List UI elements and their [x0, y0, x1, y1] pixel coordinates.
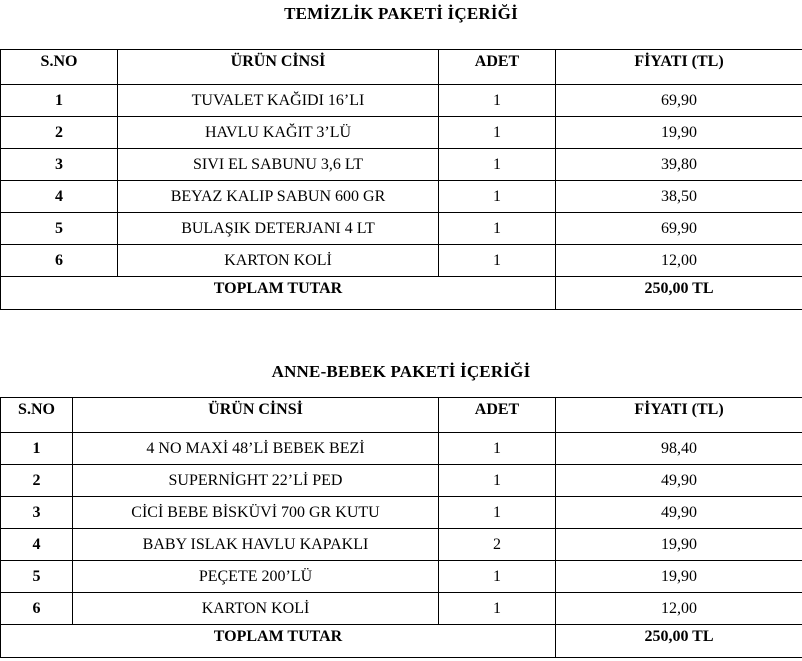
row-product: PEÇETE 200’LÜ [73, 561, 439, 593]
table-row [1, 593, 802, 625]
column-header-sno: S.NO [1, 398, 73, 433]
row-sno: 6 [1, 245, 118, 277]
mother-baby-package-table [0, 397, 802, 658]
row-price: 98,40 [556, 433, 802, 465]
total-row [1, 277, 802, 310]
table-row [1, 465, 802, 497]
table-row [1, 529, 802, 561]
cleaning-package-table [0, 49, 802, 310]
row-product: BABY ISLAK HAVLU KAPAKLI [73, 529, 439, 561]
row-price: 38,50 [556, 181, 802, 213]
row-product: SIVI EL SABUNU 3,6 LT [118, 149, 439, 181]
row-price: 19,90 [556, 117, 802, 149]
row-price: 19,90 [556, 529, 802, 561]
row-qty: 1 [439, 465, 556, 497]
row-price: 39,80 [556, 149, 802, 181]
row-sno: 4 [1, 181, 118, 213]
table-row [1, 245, 802, 277]
row-product: KARTON KOLİ [118, 245, 439, 277]
column-header-product: ÜRÜN CİNSİ [73, 398, 439, 433]
row-sno: 2 [1, 465, 73, 497]
mother-baby-package-title: ANNE-BEBEK PAKETİ İÇERİĞİ [271, 362, 531, 381]
row-sno: 1 [1, 85, 118, 117]
row-sno: 5 [1, 213, 118, 245]
table-row [1, 149, 802, 181]
row-price: 69,90 [556, 85, 802, 117]
row-qty: 1 [439, 181, 556, 213]
row-price: 69,90 [556, 213, 802, 245]
row-sno: 2 [1, 117, 118, 149]
row-qty: 1 [439, 593, 556, 625]
row-qty: 1 [439, 245, 556, 277]
row-qty: 1 [439, 497, 556, 529]
row-qty: 1 [439, 149, 556, 181]
row-qty: 1 [439, 561, 556, 593]
table-row [1, 117, 802, 149]
total-label: TOPLAM TUTAR [1, 625, 556, 658]
row-product: BULAŞIK DETERJANI 4 LT [118, 213, 439, 245]
row-product: 4 NO MAXİ 48’Lİ BEBEK BEZİ [73, 433, 439, 465]
row-sno: 6 [1, 593, 73, 625]
row-qty: 2 [439, 529, 556, 561]
table-row [1, 181, 802, 213]
column-header-product: ÜRÜN CİNSİ [118, 50, 439, 85]
row-product: TUVALET KAĞIDI 16’LI [118, 85, 439, 117]
table-row [1, 85, 802, 117]
row-qty: 1 [439, 85, 556, 117]
row-product: SUPERNİGHT 22’Lİ PED [73, 465, 439, 497]
row-sno: 3 [1, 149, 118, 181]
row-product: BEYAZ KALIP SABUN 600 GR [118, 181, 439, 213]
column-header-qty: ADET [439, 50, 556, 85]
total-label: TOPLAM TUTAR [1, 277, 556, 310]
table-header-row [1, 50, 802, 85]
row-sno: 5 [1, 561, 73, 593]
row-product: CİCİ BEBE BİSKÜVİ 700 GR KUTU [73, 497, 439, 529]
row-sno: 4 [1, 529, 73, 561]
row-sno: 3 [1, 497, 73, 529]
total-value: 250,00 TL [556, 625, 802, 658]
row-qty: 1 [439, 433, 556, 465]
column-header-sno: S.NO [1, 50, 118, 85]
row-qty: 1 [439, 213, 556, 245]
table-header-row [1, 398, 802, 433]
column-header-qty: ADET [439, 398, 556, 433]
cleaning-package-title: TEMİZLİK PAKETİ İÇERİĞİ [284, 4, 518, 23]
row-product: KARTON KOLİ [73, 593, 439, 625]
row-price: 12,00 [556, 593, 802, 625]
row-price: 49,90 [556, 497, 802, 529]
row-price: 19,90 [556, 561, 802, 593]
row-product: HAVLU KAĞIT 3’LÜ [118, 117, 439, 149]
total-row [1, 625, 802, 658]
row-price: 49,90 [556, 465, 802, 497]
table-row [1, 433, 802, 465]
row-price: 12,00 [556, 245, 802, 277]
row-qty: 1 [439, 117, 556, 149]
table-row [1, 213, 802, 245]
total-value: 250,00 TL [556, 277, 802, 310]
column-header-price: FİYATI (TL) [556, 50, 802, 85]
table-row [1, 561, 802, 593]
row-sno: 1 [1, 433, 73, 465]
column-header-price: FİYATI (TL) [556, 398, 802, 433]
table-row [1, 497, 802, 529]
